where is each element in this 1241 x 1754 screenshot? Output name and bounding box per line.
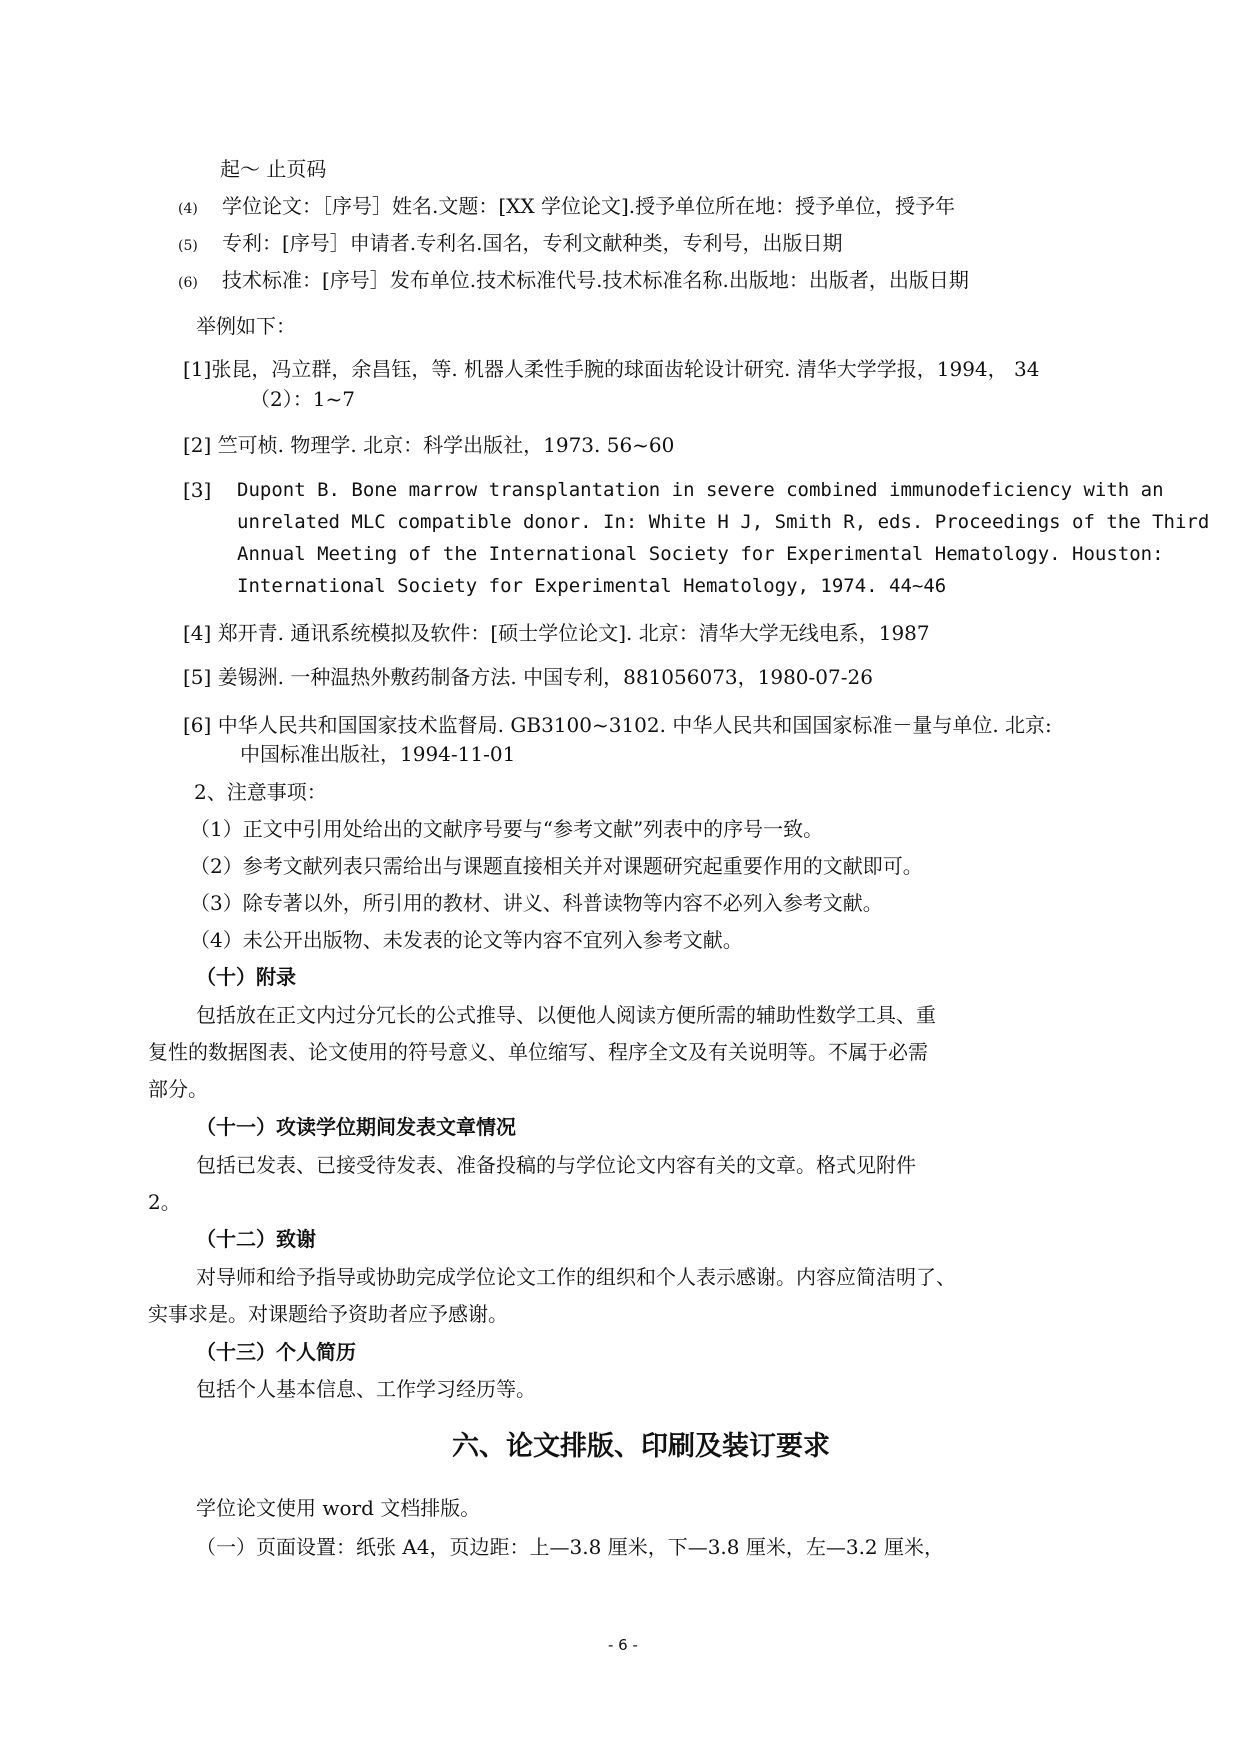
section-11-heading: （十一）攻读学位期间发表文章情况 <box>196 1115 516 1139</box>
format-6-number: (6) <box>178 275 198 291</box>
section-10-text-2: 复性的数据图表、论文使用的符号意义、单位缩写、程序全文及有关说明等。不属于必需 <box>148 1040 928 1064</box>
section-12-text-2: 实事求是。对课题给予资助者应予感谢。 <box>148 1302 508 1326</box>
reference-3-line-1: Dupont B. Bone marrow transplantation in severe combined immunodeficiency with an <box>237 479 1164 501</box>
section-13-heading: （十三）个人简历 <box>196 1340 356 1364</box>
format-5-text: 专利：[序号］申请者.专利名.国名，专利文献种类，专利号，出版日期 <box>222 231 843 255</box>
reference-6-line-1: [6] 中华人民共和国国家技术监督局. GB3100~3102. 中华人民共和国国家标准－量与单位. 北京: <box>183 713 1052 737</box>
reference-3-number: [3] <box>183 478 212 502</box>
example-heading: 举例如下： <box>196 314 296 338</box>
note-4: （4）未公开出版物、未发表的论文等内容不宜列入参考文献。 <box>190 928 743 952</box>
format-4-text: 学位论文：［序号］姓名.文题：[XX 学位论文].授予单位所在地：授予单位，授予年 <box>222 194 956 218</box>
page-number: - 6 - <box>608 1636 638 1654</box>
notes-heading: 2、注意事项： <box>194 780 327 804</box>
reference-4: [4] 郑开青. 通讯系统模拟及软件：[硕士学位论文]. 北京：清华大学无线电系，1987 <box>183 621 930 645</box>
format-5-number: (5) <box>178 238 198 254</box>
format-4-number: (4) <box>178 201 198 217</box>
reference-3-line-4: International Society for Experimental Hematology, 1974. 44~46 <box>237 575 947 597</box>
section-12-heading: （十二）致谢 <box>196 1227 316 1251</box>
reference-1-line-2: （2）：1~7 <box>250 387 355 411</box>
format-6-text: 技术标准：[序号］发布单位.技术标准代号.技术标准名称.出版地：出版者，出版日期 <box>222 268 969 292</box>
note-3: （3）除专著以外，所引用的教材、讲义、科普读物等内容不必列入参考文献。 <box>190 891 883 915</box>
reference-3-line-2: unrelated MLC compatible donor. In: White H J, Smith R, eds. Proceedings of the Third <box>237 511 1210 533</box>
reference-5: [5] 姜锡洲. 一种温热外敷药制备方法. 中国专利，881056073，1980-07-26 <box>183 665 873 689</box>
chapter-6-heading: 六、论文排版、印刷及装订要求 <box>452 1431 830 1462</box>
section-10-heading: （十）附录 <box>196 965 296 989</box>
section-13-text-1: 包括个人基本信息、工作学习经历等。 <box>196 1377 536 1401</box>
reference-6-line-2: 中国标准出版社，1994-11-01 <box>240 742 516 766</box>
reference-2: [2] 竺可桢. 物理学. 北京：科学出版社，1973. 56~60 <box>183 433 675 457</box>
section-12-text-1: 对导师和给予指导或协助完成学位论文工作的组织和个人表示感谢。内容应简洁明了、 <box>196 1265 956 1289</box>
note-2: （2）参考文献列表只需给出与课题直接相关并对课题研究起重要作用的文献即可。 <box>190 854 923 878</box>
reference-3-line-3: Annual Meeting of the International Society for Experimental Hematology. Houston: <box>237 543 1164 565</box>
chapter-6-text-2: （一）页面设置：纸张 A4，页边距：上—3.8 厘米，下—3.8 厘米，左—3.2 厘米， <box>196 1535 945 1559</box>
chapter-6-text-1: 学位论文使用 word 文档排版。 <box>196 1496 481 1520</box>
section-10-text-3: 部分。 <box>148 1077 208 1101</box>
note-1: （1）正文中引用处给出的文献序号要与“参考文献”列表中的序号一致。 <box>190 817 824 841</box>
page-range-line: 起～ 止页码 <box>220 157 327 181</box>
section-11-text-2: 2。 <box>148 1190 181 1214</box>
section-11-text-1: 包括已发表、已接受待发表、准备投稿的与学位论文内容有关的文章。格式见附件 <box>196 1153 916 1177</box>
reference-1-line-1: [1]张昆，冯立群，余昌钰，等. 机器人柔性手腕的球面齿轮设计研究. 清华大学学报，1994， 34 <box>183 357 1040 381</box>
section-10-text-1: 包括放在正文内过分冗长的公式推导、以便他人阅读方便所需的辅助性数学工具、重 <box>196 1003 936 1027</box>
